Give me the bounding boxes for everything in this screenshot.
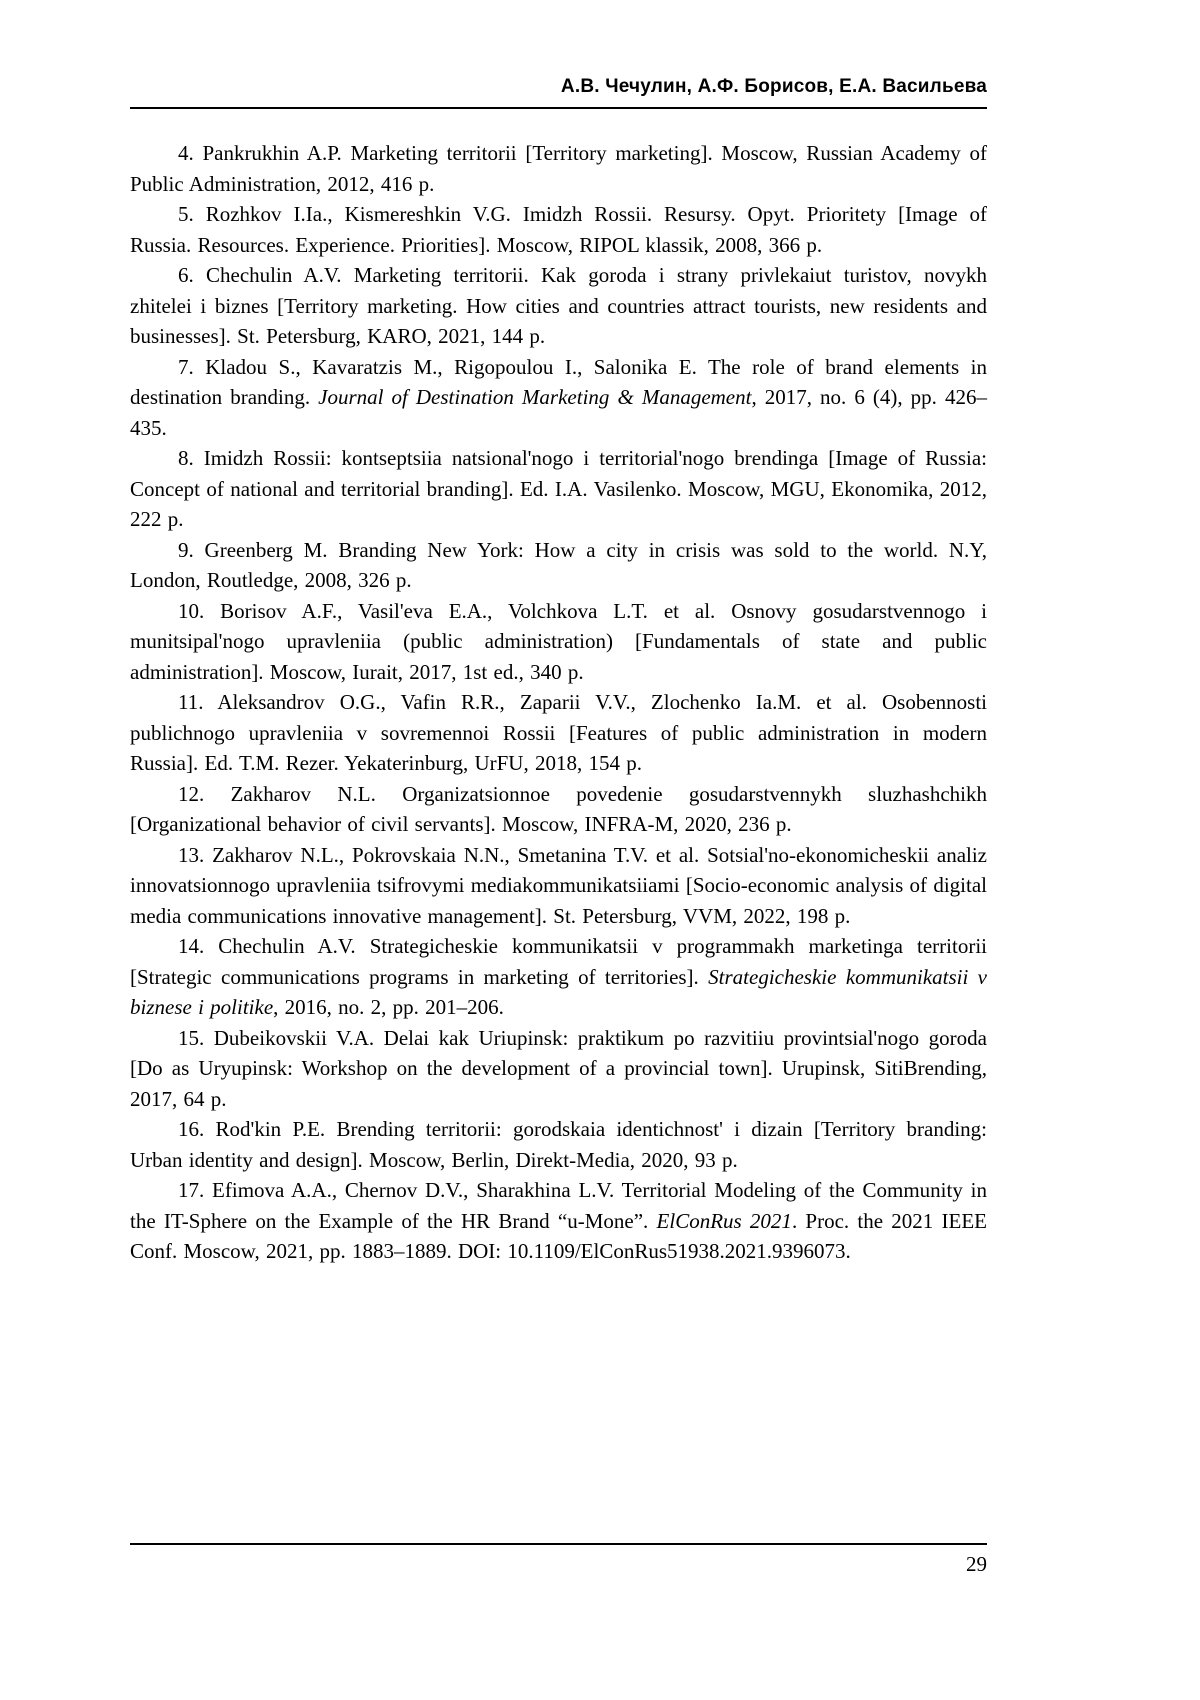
reference-text: , 2017, no. 6 (4), pp. 426–435. xyxy=(130,385,987,440)
reference-text: 17. Efimova A.A., Chernov D.V., Sharakhina L.V. Territorial Modeling of the Community in the IT-Sphere on the Example of the HR Brand “u-Mone”. xyxy=(130,1178,987,1233)
reference-text: 15. Dubeikovskii V.A. Delai kak Uriupinsk: praktikum po razvitiiu provintsial'nogo goroda [Do as Uryupinsk: Workshop on the development of a provincial town]. Urupinsk, SitiBrending, 2017, 64 p. xyxy=(130,1025,987,1111)
reference-item xyxy=(130,535,987,596)
reference-text: 5. Rozhkov I.Ia., Kismereshkin V.G. Imidzh Rossii. Resursy. Opyt. Prioritety [Image of Russia. Resources. Experience. Priorities]. Moscow, RIPOL klassik, 2008, 366 p. xyxy=(130,202,987,257)
reference-list xyxy=(130,138,987,1267)
reference-source-italic: Journal of Destination Marketing & Management xyxy=(318,385,752,409)
page-header xyxy=(130,76,987,109)
page-footer xyxy=(130,1543,987,1577)
reference-text: 6. Chechulin A.V. Marketing territorii. Kak goroda i strany privlekaiut turistov, novykh zhitelei i biznes [Territory marketing. How cities and countries attract tourists, new residents and businesses]. St. Petersburg, KARO, 2021, 144 p. xyxy=(130,263,987,348)
reference-item xyxy=(130,260,987,352)
reference-text: 9. Greenberg M. Branding New York: How a city in crisis was sold to the world. N.Y, London, Routledge, 2008, 326 p. xyxy=(130,537,987,592)
reference-text: 12. Zakharov N.L. Organizatsionnoe povedenie gosudarstvennykh sluzhashchikh [Organizational behavior of civil servants]. Moscow, INFRA-M, 2020, 236 p. xyxy=(130,781,987,836)
reference-item xyxy=(130,1023,987,1115)
reference-item xyxy=(130,443,987,535)
reference-text: , 2016, no. 2, pp. 201–206. xyxy=(273,995,504,1019)
reference-item xyxy=(130,199,987,260)
reference-source-italic: Strategicheskie kommunikatsii v biznese i politike xyxy=(130,964,987,1019)
reference-text: 8. Imidzh Rossii: kontseptsiia natsional'nogo i territorial'nogo brendinga [Image of Russia: Concept of national and territorial branding]. Ed. I.A. Vasilenko. Moscow, MGU, Ekonomika, 2012, 222 p. xyxy=(130,446,987,531)
header-rule xyxy=(130,107,987,109)
running-header-authors: А.В. Чечулин, А.Ф. Борисов, Е.А. Васильева xyxy=(560,76,987,97)
reference-text: 11. Aleksandrov O.G., Vafin R.R., Zaparii V.V., Zlochenko Ia.M. et al. Osobennosti publichnogo upravleniia v sovremennoi Rossii [Features of public administration in modern Russia]. Ed. T.M. Rezer. Yekaterinburg, UrFU, 2018, 154 p. xyxy=(130,690,987,775)
reference-item xyxy=(130,687,987,779)
reference-item xyxy=(130,1114,987,1175)
reference-item xyxy=(130,1175,987,1267)
reference-text: 16. Rod'kin P.E. Brending territorii: gorodskaia identichnost' i dizain [Territory branding: Urban identity and design]. Moscow, Berlin, Direkt-Media, 2020, 93 p. xyxy=(130,1117,987,1172)
reference-text: 13. Zakharov N.L., Pokrovskaia N.N., Smetanina T.V. et al. Sotsial'no-ekonomicheskii analiz innovatsionnogo upravleniia tsifrovymi mediakommunikatsiiami [Socio-economic analysis of digital media communications innovative management]. St. Petersburg, VVM, 2022, 198 p. xyxy=(130,842,987,928)
reference-item xyxy=(130,352,987,444)
page-number: 29 xyxy=(966,1552,987,1576)
reference-text: 14. Chechulin A.V. Strategicheskie kommunikatsii v programmakh marketinga territorii [Strategic communications programs in marketing of territories]. xyxy=(130,934,987,989)
reference-text: 10. Borisov A.F., Vasil'eva E.A., Volchkova L.T. et al. Osnovy gosudarstvennogo i munitsipal'nogo upravleniia (public administration) [Fundamentals of state and public administration]. Moscow, Iurait, 2017, 1st ed., 340 p. xyxy=(130,598,987,684)
reference-text: . Proc. the 2021 IEEE Conf. Moscow, 2021, pp. 1883–1889. DOI: 10.1109/ElConRus51938.2021.9396073. xyxy=(130,1208,988,1263)
reference-item xyxy=(130,840,987,932)
reference-item xyxy=(130,138,987,199)
reference-item xyxy=(130,596,987,688)
reference-item xyxy=(130,779,987,840)
reference-text: 4. Pankrukhin A.P. Marketing territorii [Territory marketing]. Moscow, Russian Academy of Public Administration, 2012, 416 p. xyxy=(130,141,987,196)
reference-source-italic: ElConRus 2021 xyxy=(656,1208,792,1233)
reference-item xyxy=(130,931,987,1023)
reference-text: 7. Kladou S., Kavaratzis M., Rigopoulou I., Salonika E. The role of brand elements in destination branding. xyxy=(130,354,987,409)
